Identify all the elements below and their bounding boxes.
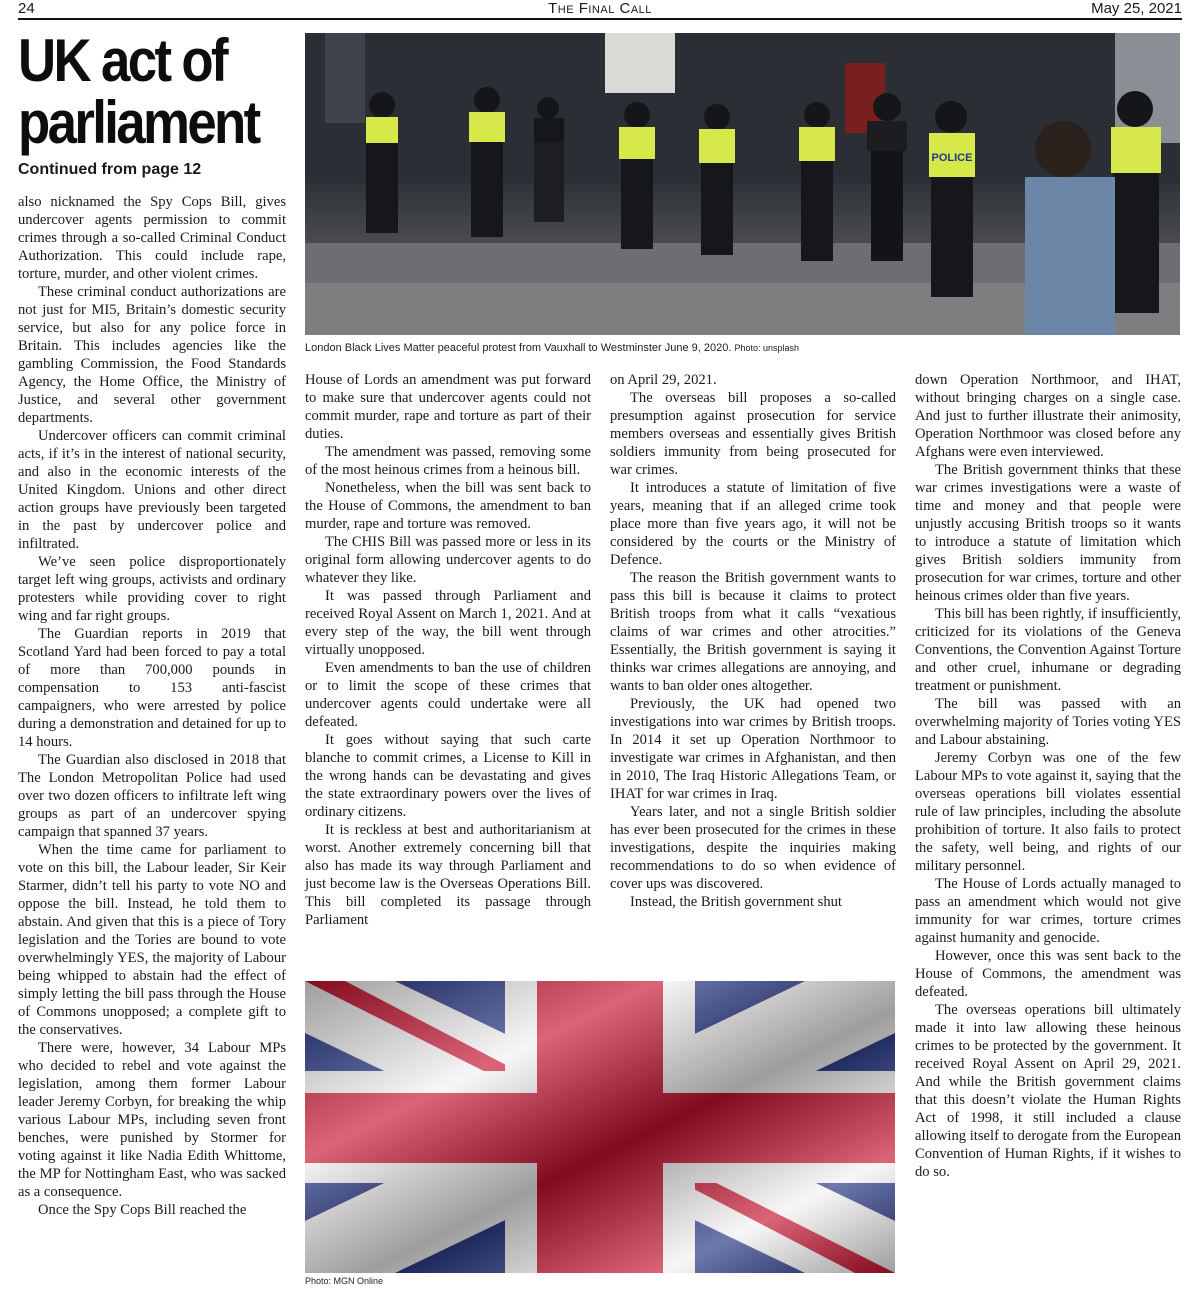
- union-flag-photo: [305, 981, 895, 1273]
- headline: UK act of parliament: [18, 27, 259, 156]
- article-paragraph: Once the Spy Cops Bill reached the: [38, 1202, 247, 1218]
- article-paragraph: House of Lords an amendment was put forward to make sure that undercover agents could not commit murder, rape and torture as part of their duties.: [305, 372, 591, 442]
- article-paragraph: on April 29, 2021.: [610, 372, 717, 388]
- police-vest-text: POLICE: [931, 152, 973, 164]
- page-number: 24: [18, 0, 35, 17]
- article-paragraph: There were, however, 34 Labour MPs who decided to rebel and vote against the legislation, among them former Labour leader Jeremy Corbyn, for breaking the whip various Labour MPs, including seven front benches, were punished by Stormer for voting against it like Nadia Edith Whittome, the MP for Nottingham East, who was sacked as a consequence.: [18, 1040, 286, 1200]
- article-paragraph: It introduces a statute of limitation of five years, meaning that if an alleged crime took place more than five years ago, it will not be considered by the courts or the Ministry of Defence.: [610, 480, 896, 568]
- article-paragraph: The Guardian reports in 2019 that Scotland Yard had been forced to pay a total of more than 700,000 pounds in compensation to 153 anti-fascist campaigners, who were arrested by police during a demonstration and detained for up to 14 hours.: [18, 626, 286, 750]
- article-paragraph: Nonetheless, when the bill was sent back to the House of Commons, the amendment to ban murder, rape and torture was removed.: [305, 480, 591, 532]
- article-paragraph: It goes without saying that such carte blanche to commit crimes, a License to Kill in the wrong hands can be devastating and gives the state extraordinary powers over the lives of ordinary citizens.: [305, 732, 591, 820]
- article-column-3: [610, 371, 896, 911]
- article-paragraph: The CHIS Bill was passed more or less in its original form allowing undercover agents to do whatever they like.: [305, 534, 591, 586]
- article-paragraph: Even amendments to ban the use of children or to limit the scope of these crimes that undercover agents could undertake were all defeated.: [305, 660, 591, 730]
- article-paragraph: We’ve seen police disproportionately target left wing groups, activists and ordinary protesters while providing cover to right wing and far right groups.: [18, 554, 286, 624]
- flag-photo-credit: Photo: MGN Online: [305, 1276, 384, 1286]
- article-paragraph: The Guardian also disclosed in 2018 that The London Metropolitan Police had used over two dozen officers to infiltrate left wing groups as part of an undercover spying campaign that spanned 37 years.: [18, 752, 286, 840]
- issue-date: May 25, 2021: [1091, 0, 1182, 17]
- article-paragraph: It is reckless at best and authoritarianism at worst. Another extremely concerning bill that also has made its way through Parliament and just become law is the Overseas Operations Bill. This bill completed its passage through Parliament: [305, 822, 591, 928]
- article-column-2: [305, 371, 591, 929]
- article-paragraph: The reason the British government wants to pass this bill is because it claims to protect British troops from what it calls “vexatious claims of war crimes and other atrocities.” Essentially, the British government is saying it thinks war crimes allegations are annoying, and wants to ban older ones altogether.: [610, 570, 896, 694]
- article-paragraph: The amendment was passed, removing some of the most heinous crimes from a heinous bill.: [305, 444, 591, 478]
- article-paragraph: The overseas operations bill ultimately made it into law allowing these heinous crimes to be protected by the government. It received Royal Assent on April 29, 2021. And while the British government claims that this doesn’t violate the Human Rights Act of 1998, it still included a clause allowing itself to derogate from the European Convention of Human Rights, if it wishes to do so.: [915, 1002, 1181, 1180]
- union-flag-illustration: [305, 981, 895, 1273]
- article-paragraph: The British government thinks that these war crimes investigations were a waste of time and money and that people were unjustly accusing British troops so it wants to introduce a statute of limitation which gives British soldiers immunity from prosecution for war crimes, torture and other heinous crimes older than five years.: [915, 462, 1181, 604]
- article-column-4: [915, 371, 1181, 1181]
- article-paragraph: These criminal conduct authorizations are not just for MI5, Britain’s domestic security service, but also for any police force in Britain. This includes agencies like the gambling Commission, the Food Standards Agency, the Home Office, the Ministry of Justice, and several other government departments.: [18, 284, 286, 426]
- article-paragraph: down Operation Northmoor, and IHAT, without bringing charges on a single case. And just to further illustrate their animosity, Operation Northmoor was closed before any Afghans were even interviewed.: [915, 372, 1181, 460]
- police-photo-caption: [305, 342, 799, 354]
- article-paragraph: However, once this was sent back to the House of Commons, the amendment was defeated.: [915, 948, 1181, 1000]
- article-paragraph: Years later, and not a single British soldier has ever been prosecuted for the crimes in these investigations, despite the inquiries making recommendations to do so when evidence of cover ups was discovered.: [610, 804, 896, 892]
- photo-credit: Photo: unsplash: [734, 343, 799, 353]
- caption-text: London Black Lives Matter peaceful protest from Vauxhall to Westminster June 9, 2020.: [305, 342, 732, 354]
- article-paragraph: The House of Lords actually managed to pass an amendment which would not give immunity for war crimes, torture crimes against humanity and genocide.: [915, 876, 1181, 946]
- article-paragraph: This bill has been rightly, if insufficiently, criticized for its violations of the Geneva Conventions, the Convention Against Torture and other cruel, inhumane or degrading treatment or punishment.: [915, 606, 1181, 694]
- police-protest-illustration: [305, 33, 1180, 335]
- article-paragraph: Instead, the British government shut: [630, 894, 842, 910]
- article-paragraph: The bill was passed with an overwhelming majority of Tories voting YES and Labour abstaining.: [915, 696, 1181, 748]
- article-paragraph: Jeremy Corbyn was one of the few Labour MPs to vote against it, saying that the overseas operations bill violates essential rule of law principles, including the absolute prohibition of torture. It also fails to protect the safety, well being, and rights of our military personnel.: [915, 750, 1181, 874]
- police-protest-photo: [305, 33, 1180, 335]
- article-paragraph: It was passed through Parliament and received Royal Assent on March 1, 2021. And at every step of the way, the bill went through virtually unopposed.: [305, 588, 591, 658]
- article-column-1: [18, 193, 286, 1219]
- article-paragraph: Undercover officers can commit criminal acts, if it’s in the interest of national security, and also in the economic interests of the United Kingdom. Unions and other direct action groups have previously been targeted in the past by undercover police and infiltrated.: [18, 428, 286, 552]
- article-paragraph: Previously, the UK had opened two investigations into war crimes by British troops. In 2014 it set up Operation Northmoor to investigate war crimes in Afghanistan, and then in 2010, The Iraq Historic Allegations Team, or IHAT for war crimes in Iraq.: [610, 696, 896, 802]
- article-paragraph: also nicknamed the Spy Cops Bill, gives undercover agents permission to commit crimes through a so-called Criminal Conduct Authorization. This could include rape, torture, murder, and other violent crimes.: [18, 194, 286, 282]
- article-paragraph: The overseas bill proposes a so-called presumption against prosecution for service members overseas and essentially gives British soldiers immunity from being prosecuted for war crimes.: [610, 390, 896, 478]
- continued-from: Continued from page 12: [18, 161, 202, 178]
- publication-name: The Final Call: [548, 0, 652, 17]
- article-paragraph: When the time came for parliament to vote on this bill, the Labour leader, Sir Keir Starmer, didn’t tell his party to vote NO and oppose the bill. Instead, he told them to abstain. And given that this is a piece of Tory legislation and the Tories are bound to vote overwhelmingly YES, the majority of Labour being whipped to abstain had the effect of simply letting the bill pass through the House of Commons unopposed; a complete gift to the conservatives.: [18, 842, 286, 1038]
- page-header: [18, 0, 1182, 20]
